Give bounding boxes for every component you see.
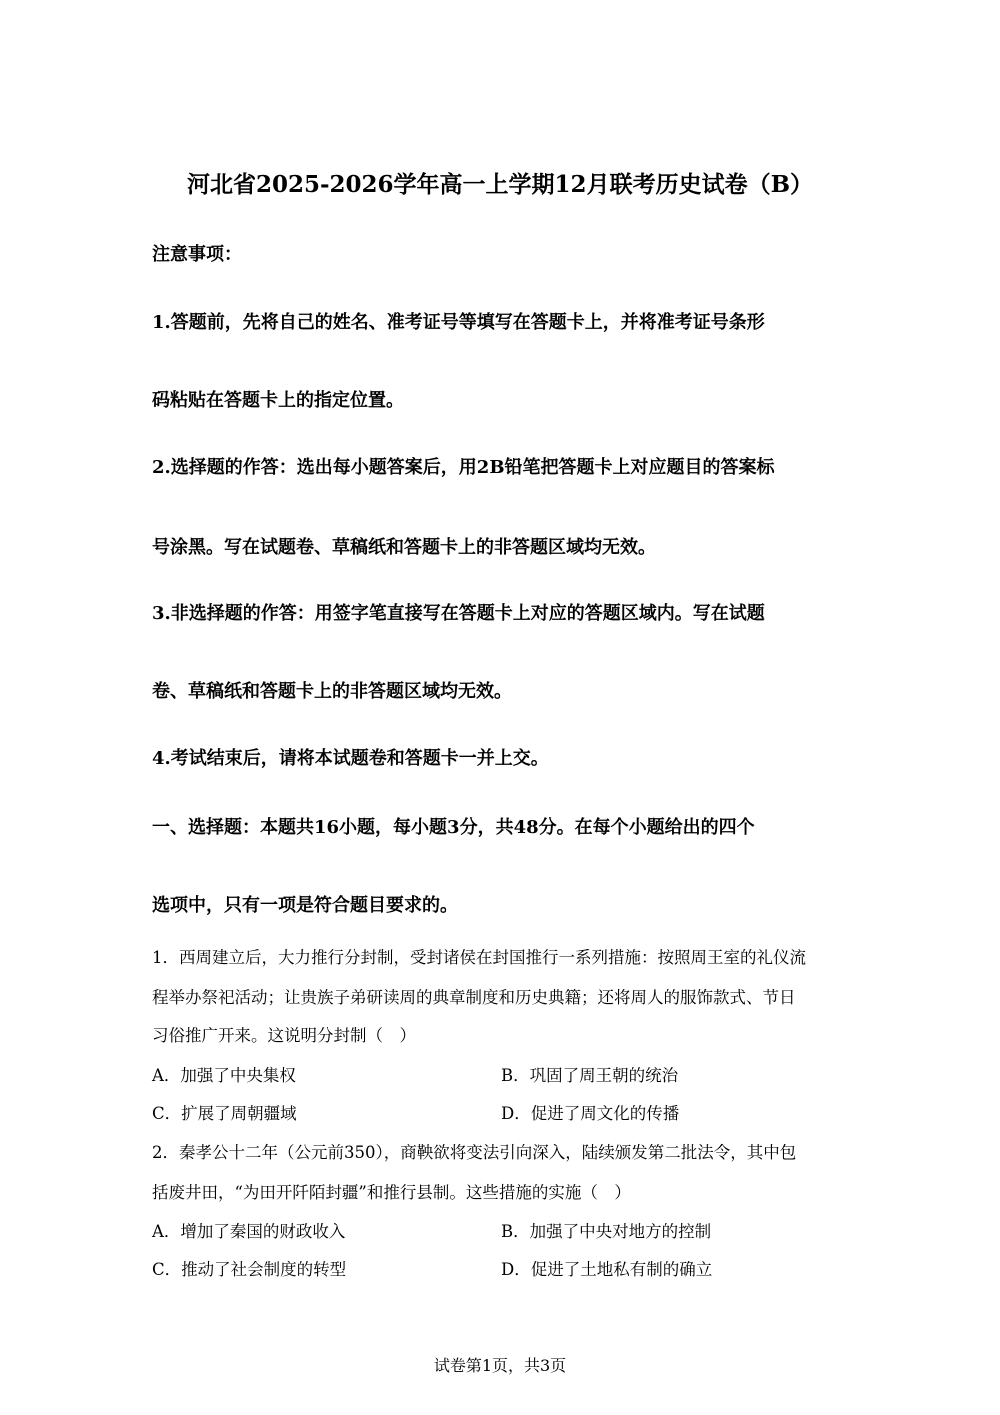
question-1-option-a: A．加强了中央集权	[152, 1066, 296, 1085]
page-footer: 试卷第1页，共3页	[433, 1356, 567, 1375]
notice-line-1: 1.答题前，先将自己的姓名、准考证号等填写在答题卡上，并将准考证号条形	[152, 312, 765, 333]
question-2-option-a: A．增加了秦国的财政收入	[152, 1222, 346, 1241]
question-1-option-d: D．促进了周文化的传播	[501, 1104, 680, 1123]
question-1-stem-line-1: 1．西周建立后，大力推行分封制，受封诸侯在封国推行一系列措施：按照周王室的礼仪流	[152, 948, 806, 967]
notice-line-4: 号涂黑。写在试题卷、草稿纸和答题卡上的非答题区域均无效。	[152, 537, 656, 558]
notice-line-2: 码粘贴在答题卡上的指定位置。	[152, 390, 404, 411]
section-heading-line-1: 一、选择题：本题共16小题，每小题3分，共48分。在每个小题给出的四个	[152, 817, 755, 838]
question-2-option-c: C．推动了社会制度的转型	[152, 1260, 347, 1279]
notice-heading: 注意事项：	[152, 244, 242, 265]
question-2-option-d: D．促进了土地私有制的确立	[501, 1260, 713, 1279]
question-2-stem-line-1: 2．秦孝公十二年（公元前350），商鞅欲将变法引向深入，陆续颁发第二批法令，其中包	[152, 1143, 797, 1162]
exam-title: 河北省2025-2026学年高一上学期12月联考历史试卷（B）	[186, 171, 814, 198]
notice-line-6: 卷、草稿纸和答题卡上的非答题区域均无效。	[152, 681, 512, 702]
question-2-option-b: B．加强了中央对地方的控制	[501, 1222, 712, 1241]
notice-line-5: 3.非选择题的作答：用签字笔直接写在答题卡上对应的答题区域内。写在试题	[152, 603, 765, 624]
question-1-stem-line-2: 程举办祭祀活动；让贵族子弟研读周的典章制度和历史典籍；还将周人的服饰款式、节日	[152, 988, 796, 1007]
question-1-option-b: B．巩固了周王朝的统治	[501, 1066, 679, 1085]
question-1-stem-line-3: 习俗推广开来。这说明分封制（ ）	[152, 1026, 416, 1045]
notice-line-7: 4.考试结束后，请将本试题卷和答题卡一并上交。	[152, 748, 549, 769]
question-1-option-c: C．扩展了周朝疆域	[152, 1104, 297, 1123]
section-heading-line-2: 选项中，只有一项是符合题目要求的。	[152, 895, 458, 916]
notice-line-3: 2.选择题的作答：选出每小题答案后，用2B铅笔把答题卡上对应题目的答案标	[152, 457, 775, 478]
question-2-stem-line-2: 括废井田，“为田开阡陌封疆”和推行县制。这些措施的实施（ ）	[152, 1183, 631, 1202]
